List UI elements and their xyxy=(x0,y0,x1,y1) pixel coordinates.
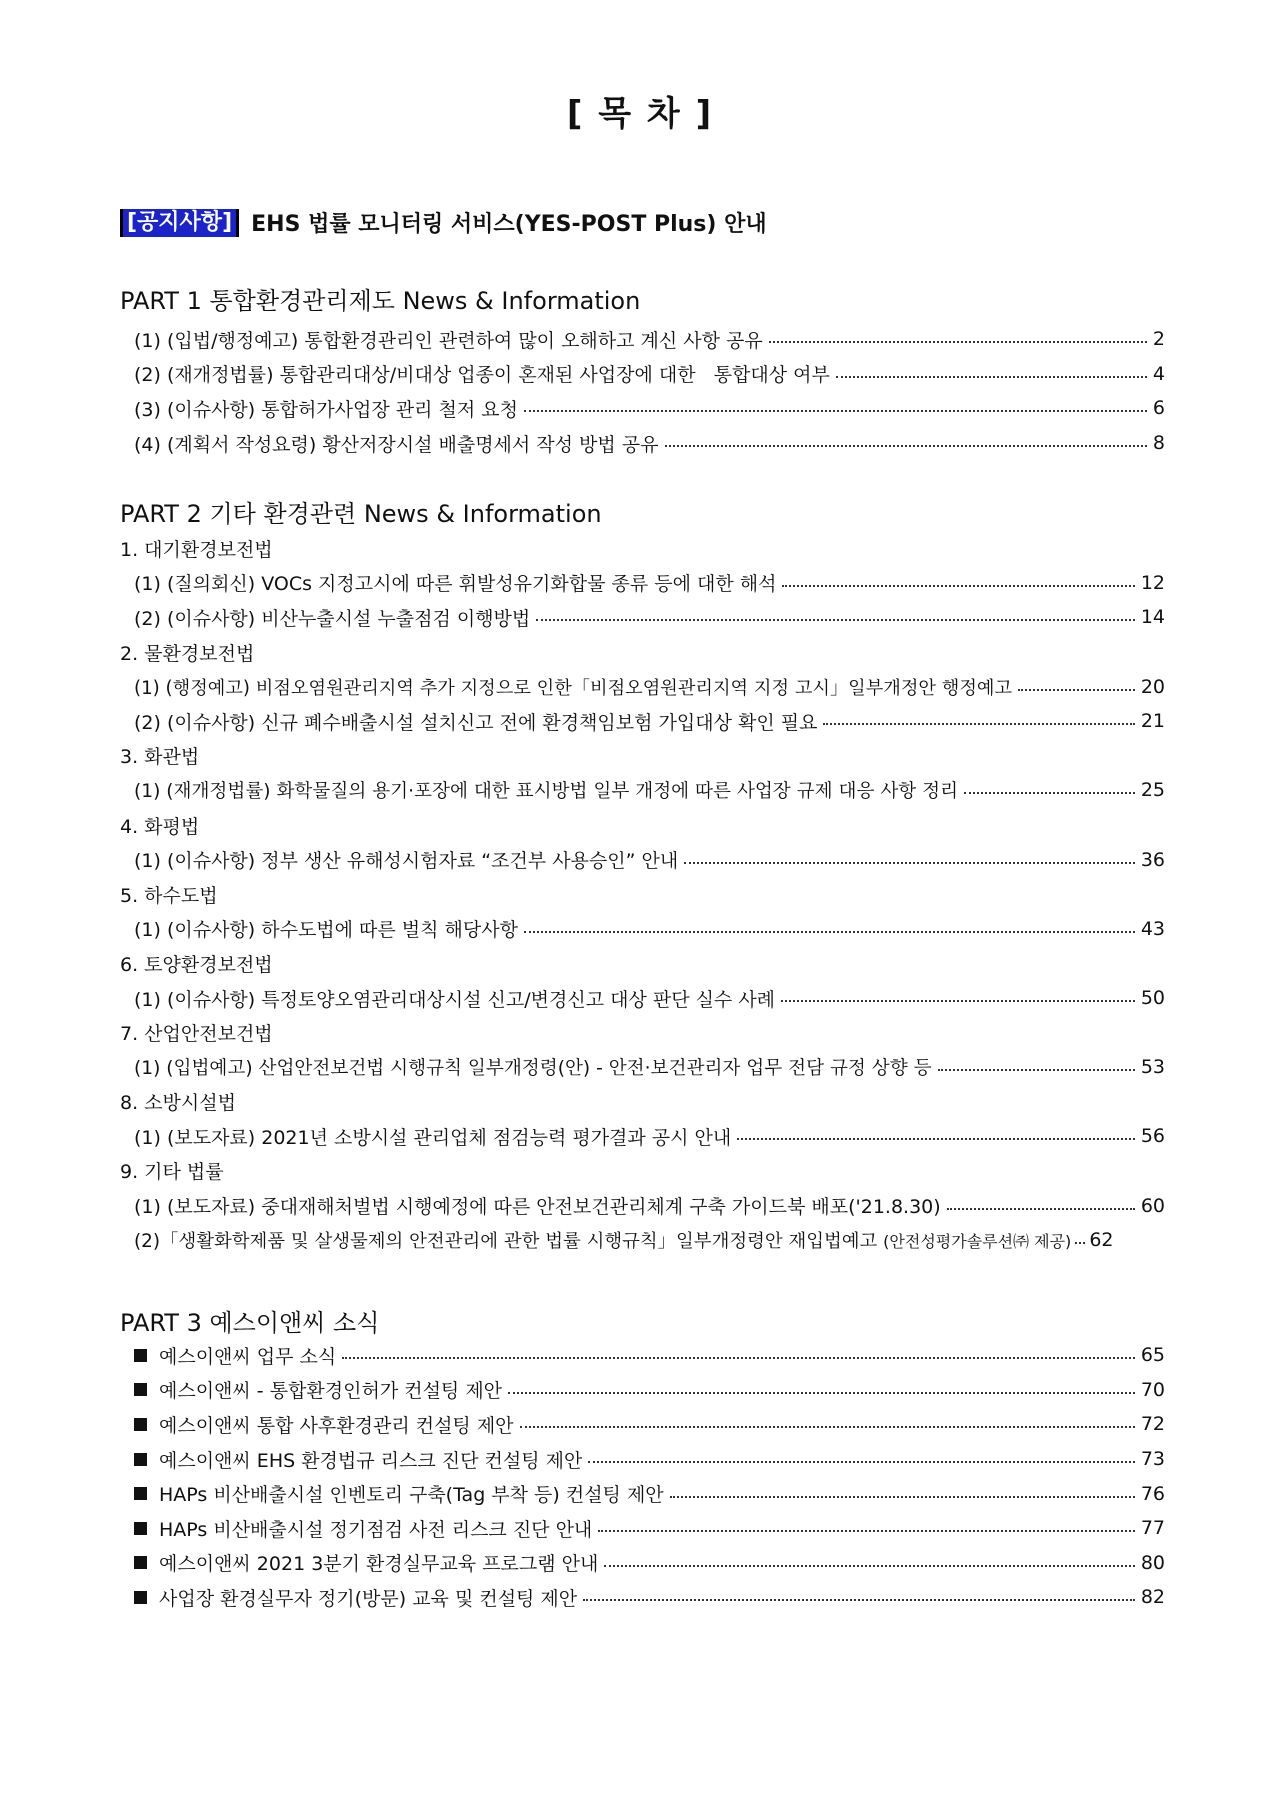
toc-entry[interactable] xyxy=(120,1373,1165,1408)
toc-entry[interactable] xyxy=(120,1580,1165,1615)
dot-leader xyxy=(823,723,1134,725)
toc-group-title: 4. 화평법 xyxy=(120,815,200,838)
dot-leader xyxy=(670,1496,1135,1498)
notice-line xyxy=(120,207,767,238)
toc-group-title: 7. 산업안전보건법 xyxy=(120,1023,273,1046)
notice-badge: [공지사항] xyxy=(120,209,239,237)
dot-leader xyxy=(524,410,1147,412)
square-bullet-icon xyxy=(134,1418,147,1431)
toc-group-title: 1. 대기환경보전법 xyxy=(120,538,273,561)
part1-heading: PART 1 통합환경관리제도 News & Information xyxy=(120,287,641,315)
toc-entry[interactable] xyxy=(120,669,1165,704)
toc-entry[interactable] xyxy=(120,357,1165,392)
toc-page-number: 82 xyxy=(1140,1586,1165,1609)
toc-entry[interactable] xyxy=(120,773,1165,808)
toc-entry-label xyxy=(134,1227,1071,1253)
toc-group-title: 6. 토양환경보전법 xyxy=(120,953,273,976)
toc-entry-label: HAPs 비산배출시설 정기점검 사전 리스크 진단 안내 xyxy=(159,1518,593,1541)
toc-entry-label: 예스이앤씨 EHS 환경법규 리스크 진단 컨설팅 제안 xyxy=(159,1449,583,1472)
toc-entry[interactable] xyxy=(120,1223,1165,1258)
toc-page-number: 77 xyxy=(1140,1517,1165,1540)
part1-toc xyxy=(120,322,1165,460)
toc-entry[interactable] xyxy=(120,1050,1165,1085)
toc-entry[interactable] xyxy=(120,1476,1165,1511)
toc-page-number: 12 xyxy=(1140,571,1165,594)
toc-entry[interactable] xyxy=(120,1407,1165,1442)
toc-page-number: 80 xyxy=(1140,1551,1165,1574)
toc-page-number: 53 xyxy=(1140,1056,1165,1079)
dot-leader xyxy=(781,1000,1135,1002)
toc-entry[interactable] xyxy=(120,1442,1165,1477)
toc-entry[interactable] xyxy=(120,600,1165,635)
dot-leader xyxy=(769,341,1147,343)
toc-entry-label: (1) (보도자료) 중대재해처벌법 시행예정에 따른 안전보건관리체계 구축 가이드북 배포('21.8.30) xyxy=(134,1196,941,1219)
toc-group-title: 2. 물환경보전법 xyxy=(120,642,255,665)
toc-entry[interactable] xyxy=(120,566,1165,601)
toc-entry[interactable] xyxy=(120,981,1165,1016)
square-bullet-icon xyxy=(134,1349,147,1362)
toc-entry-label: HAPs 비산배출시설 인벤토리 구축(Tag 부착 등) 컨설팅 제안 xyxy=(159,1484,664,1507)
toc-entry-label: (1) (입법/행정예고) 통합환경관리인 관련하여 많이 오해하고 계신 사항 공유 xyxy=(134,329,763,352)
toc-page-number: 25 xyxy=(1140,779,1165,802)
dot-leader xyxy=(1075,1242,1085,1244)
square-bullet-icon xyxy=(134,1591,147,1604)
dot-leader xyxy=(665,445,1147,447)
toc-page-number: 36 xyxy=(1140,848,1165,871)
toc-entry[interactable] xyxy=(120,1338,1165,1373)
part3-heading: PART 3 예스이앤씨 소식 xyxy=(120,1309,380,1337)
toc-entry[interactable] xyxy=(120,1188,1165,1223)
dot-leader xyxy=(964,792,1135,794)
toc-entry-label: (1) (이슈사항) 하수도법에 따른 벌칙 해당사항 xyxy=(134,919,518,942)
toc-group-title: 5. 하수도법 xyxy=(120,884,218,907)
dot-leader xyxy=(508,1392,1135,1394)
square-bullet-icon xyxy=(134,1487,147,1500)
toc-entry[interactable] xyxy=(120,1546,1165,1581)
toc-entry-label: 사업장 환경실무자 정기(방문) 교육 및 컨설팅 제안 xyxy=(159,1587,578,1610)
toc-page-number: 70 xyxy=(1140,1378,1165,1401)
dot-leader xyxy=(598,1530,1135,1532)
dot-leader xyxy=(782,585,1134,587)
dot-leader xyxy=(947,1208,1135,1210)
dot-leader xyxy=(588,1461,1134,1463)
dot-leader xyxy=(583,1599,1135,1601)
toc-entry-label: (2) (재개정법률) 통합관리대상/비대상 업종이 혼재된 사업장에 대한 통합대상 여부 xyxy=(134,364,830,387)
dot-leader xyxy=(1018,689,1135,691)
toc-group-title: 8. 소방시설법 xyxy=(120,1092,236,1115)
toc-page-number: 8 xyxy=(1152,432,1165,455)
toc-entry[interactable] xyxy=(120,1119,1165,1154)
dot-leader xyxy=(536,619,1135,621)
toc-page-number: 20 xyxy=(1140,675,1165,698)
part2-heading: PART 2 기타 환경관련 News & Information xyxy=(120,500,602,528)
toc-page-number: 73 xyxy=(1140,1448,1165,1471)
toc-page-number: 6 xyxy=(1152,397,1165,420)
toc-page-number: 62 xyxy=(1089,1229,1114,1252)
dot-leader xyxy=(737,1138,1135,1140)
toc-page-number: 60 xyxy=(1140,1194,1165,1217)
toc-entry[interactable] xyxy=(120,426,1165,461)
toc-entry-label: (1) (이슈사항) 정부 생산 유해성시험자료 “조건부 사용승인” 안내 xyxy=(134,850,679,873)
document-title: [ 목 차 ] xyxy=(566,94,714,134)
toc-entry-label: (2) (이슈사항) 비산누출시설 누출점검 이행방법 xyxy=(134,607,531,630)
dot-leader xyxy=(520,1426,1135,1428)
toc-page-number: 2 xyxy=(1152,328,1165,351)
toc-entry-label: (1) (보도자료) 2021년 소방시설 관리업체 점검능력 평가결과 공시 안내 xyxy=(134,1126,732,1149)
toc-entry-label: (4) (계획서 작성요령) 황산저장시설 배출명세서 작성 방법 공유 xyxy=(134,433,659,456)
toc-entry-label: (2) (이슈사항) 신규 폐수배출시설 설치신고 전에 환경책임보험 가입대상 확인 필요 xyxy=(134,711,818,734)
toc-entry-label: 예스이앤씨 통합 사후환경관리 컨설팅 제안 xyxy=(159,1414,514,1437)
dot-leader xyxy=(604,1565,1134,1567)
dot-leader xyxy=(684,862,1135,864)
toc-entry[interactable] xyxy=(120,704,1165,739)
toc-page-number: 21 xyxy=(1140,710,1165,733)
toc-page-number: 43 xyxy=(1140,917,1165,940)
toc-entry[interactable] xyxy=(120,322,1165,357)
square-bullet-icon xyxy=(134,1556,147,1569)
dot-leader xyxy=(524,931,1135,933)
square-bullet-icon xyxy=(134,1383,147,1396)
toc-entry-label: (1) (행정예고) 비점오염원관리지역 추가 지정으로 인한「비점오염원관리지역 지정 고시」일부개정안 행정예고 xyxy=(134,677,1013,699)
toc-entry-label: (1) (이슈사항) 특정토양오염관리대상시설 신고/변경신고 대상 판단 실수 사례 xyxy=(134,988,776,1011)
dot-leader xyxy=(342,1357,1135,1359)
toc-group-title: 9. 기타 법률 xyxy=(120,1161,224,1184)
square-bullet-icon xyxy=(134,1453,147,1466)
dot-leader xyxy=(836,376,1147,378)
toc-entry[interactable] xyxy=(120,912,1165,947)
toc-page-number: 65 xyxy=(1140,1344,1165,1367)
toc-entry-label: (1) (재개정법률) 화학물질의 용기·포장에 대한 표시방법 일부 개정에 따른 사업장 규제 대응 사항 정리 xyxy=(134,781,959,803)
toc-entry-label: (3) (이슈사항) 통합허가사업장 관리 철저 요청 xyxy=(134,398,518,421)
toc-entry[interactable] xyxy=(120,1511,1165,1546)
toc-entry[interactable] xyxy=(120,391,1165,426)
toc-page-number: 50 xyxy=(1140,987,1165,1010)
toc-page-number: 4 xyxy=(1152,362,1165,385)
toc-page-number: 14 xyxy=(1140,606,1165,629)
dot-leader xyxy=(938,1069,1135,1071)
toc-entry-label-note: (안전성평가솔루션㈜ 제공) xyxy=(883,1232,1072,1252)
toc-entry-label: 예스이앤씨 - 통합환경인허가 컨설팅 제안 xyxy=(159,1380,503,1403)
toc-page-number: 56 xyxy=(1140,1125,1165,1148)
toc-entry-label-main: (2)「생활화학제품 및 살생물제의 안전관리에 관한 법률 시행규칙」일부개정령안 재입법예고 xyxy=(134,1231,878,1253)
toc-entry[interactable] xyxy=(120,842,1165,877)
toc-entry-label: 예스이앤씨 업무 소식 xyxy=(159,1345,337,1368)
toc-page-number: 72 xyxy=(1140,1413,1165,1436)
part2-toc xyxy=(120,531,1165,1257)
toc-entry-label: (1) (입법예고) 산업안전보건법 시행규칙 일부개정령(안) - 안전·보건관리자 업무 전담 규정 상향 등 xyxy=(134,1058,932,1080)
part3-toc xyxy=(120,1338,1165,1615)
toc-page-number: 76 xyxy=(1140,1482,1165,1505)
toc-entry-label: (1) (질의회신) VOCs 지정고시에 따른 휘발성유기화합물 종류 등에 대한 해석 xyxy=(134,573,777,596)
square-bullet-icon xyxy=(134,1522,147,1535)
toc-group-title: 3. 화관법 xyxy=(120,746,200,769)
notice-text: EHS 법률 모니터링 서비스(YES-POST Plus) 안내 xyxy=(251,212,767,237)
toc-entry-label: 예스이앤씨 2021 3분기 환경실무교육 프로그램 안내 xyxy=(159,1553,599,1576)
